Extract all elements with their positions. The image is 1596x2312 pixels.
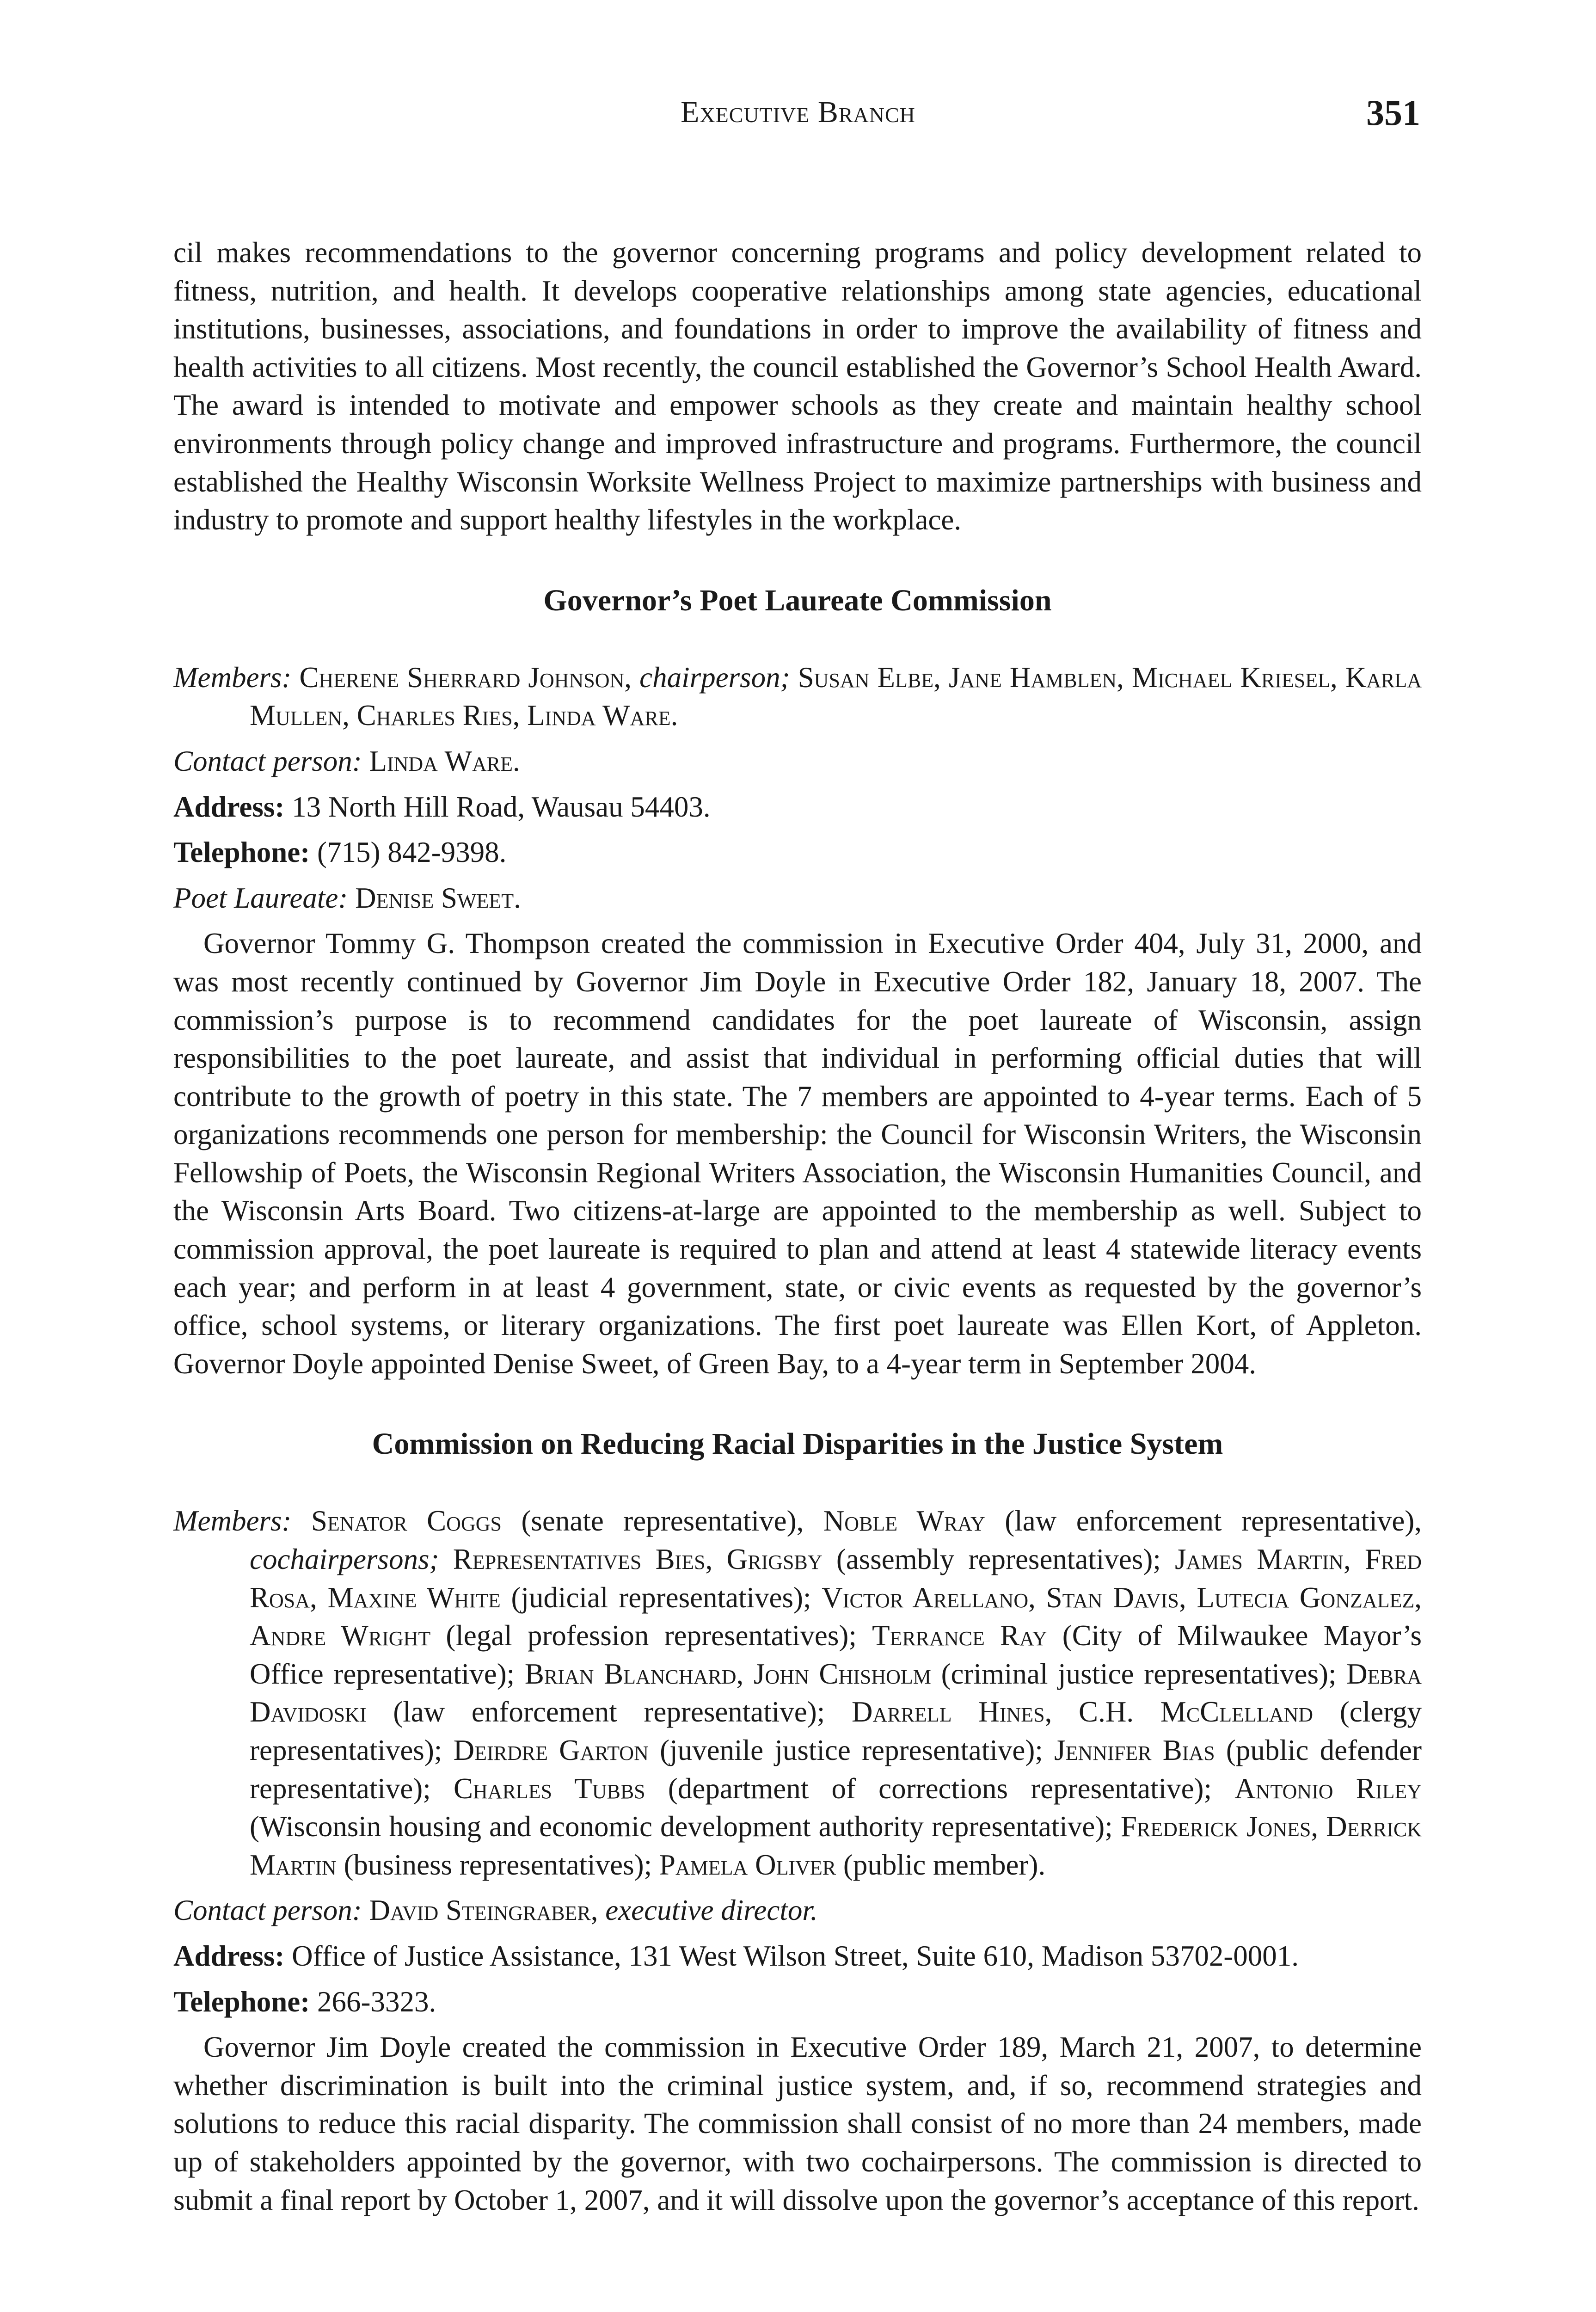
contact-label: Contact person: — [173, 744, 362, 777]
member-role: (Wisconsin housing and economic development authority representative); — [250, 1810, 1113, 1843]
member-role: (juvenile justice representative); — [660, 1734, 1043, 1766]
member-role: chairperson; — [639, 661, 790, 694]
member-role: (public defender representative); — [250, 1734, 1422, 1805]
member-name: Victor Arellano, Stan Davis, Lutecia Gonzalez, Andre Wright — [250, 1581, 1422, 1652]
member-name: Darrell Hines, C.H. McClelland — [851, 1696, 1314, 1728]
member-name: Senator Coggs — [311, 1505, 502, 1537]
address-value: Office of Justice Assistance, 131 West Wilson Street, Suite 610, Madison 53702-0001. — [292, 1939, 1299, 1972]
poet-members — [173, 658, 1422, 735]
racial-address — [173, 1937, 1422, 1975]
contact-label: Contact person: — [173, 1894, 362, 1927]
poet-laureate — [173, 879, 1422, 917]
address-label: Address: — [173, 1939, 285, 1972]
telephone-label: Telephone: — [173, 836, 310, 869]
member-name: Deirdre Garton — [453, 1734, 649, 1766]
contact-value: David Steingraber, — [369, 1894, 598, 1927]
member-role: (criminal justice representatives); — [941, 1657, 1337, 1690]
member-name: Brian Blanchard, John Chisholm — [524, 1657, 931, 1690]
poet-commission-heading: Governor’s Poet Laureate Commission — [543, 583, 1052, 617]
member-role: (judicial representatives); — [511, 1581, 811, 1614]
telephone-label: Telephone: — [173, 1985, 310, 2018]
racial-members — [173, 1502, 1422, 1884]
member-role: (public member). — [843, 1848, 1046, 1881]
member-name: Noble Wray — [823, 1505, 985, 1537]
member-role: (clergy representatives); — [250, 1696, 1422, 1766]
racial-commission-heading: Commission on Reducing Racial Disparities in the Justice System — [372, 1427, 1223, 1461]
members-label: Members: — [173, 661, 292, 694]
telephone-value: (715) 842-9398. — [317, 836, 507, 869]
address-label: Address: — [173, 790, 285, 823]
laureate-value: Denise Sweet. — [355, 881, 521, 914]
racial-description: Governor Jim Doyle created the commission in Executive Order 189, March 21, 2007, to determine whether discrimination is built into the criminal justice system, and, if so, recommend strategies and solutions to reduce this racial disparity. The commission shall consist of no more than 24 members, made up of stakeholders appointed by the governor, with two cochairpersons. The commission is directed to submit a final report by October 1, 2007, and it will dissolve upon the governor’s acceptance of this report. — [173, 2031, 1422, 2216]
member-role: (law enforcement representative), — [1005, 1505, 1422, 1537]
member-name: Antonio Riley — [1234, 1772, 1422, 1805]
poet-description: Governor Tommy G. Thompson created the commission in Executive Order 404, July 31, 2000, and was most recently continued by Governor Jim Doyle in Executive Order 182, January 18, 2007. The commission’s purpose is to recommend candidates for the poet laureate of Wisconsin, assign responsibilities to the poet laureate, and assist that individual in performing official duties that will contribute to the growth of poetry in this state. The 7 members are appointed to 4-year terms. Each of 5 organizations recommends one person for membership: the Council for Wisconsin Writers, the Wisconsin Fellowship of Poets, the Wisconsin Regional Writers Association, the Wisconsin Humanities Council, and the Wisconsin Arts Board. Two citizens-at-large are appointed to the membership as well. Subject to commission approval, the poet laureate is required to plan and attend at least 4 statewide literacy events each year; and perform in at least 4 government, state, or civic events as requested by the governor’s office, school systems, or literary organizations. The first poet laureate was Ellen Kort, of Appleton. Governor Doyle appointed Denise Sweet, of Green Bay, to a 4-year term in September 2004. — [173, 927, 1422, 1380]
member-role: (senate representative), — [521, 1505, 804, 1537]
member-name: Charles Tubbs — [454, 1772, 645, 1805]
cochair-label: cochairpersons; — [250, 1543, 439, 1576]
racial-telephone — [173, 1983, 1422, 2021]
member-name: Terrance Ray — [872, 1619, 1047, 1652]
member-name: Debra Davidoski — [250, 1657, 1422, 1728]
laureate-label: Poet Laureate: — [173, 881, 348, 914]
member-name: Jennifer Bias — [1054, 1734, 1215, 1766]
running-head — [0, 92, 1596, 146]
member-name: Representatives Bies, Grigsby — [453, 1543, 823, 1576]
intro-paragraph: cil makes recommendations to the governor concerning programs and policy development related to fitness, nutrition, and health. It develops cooperative relationships among state agencies, educational institutions, businesses, associations, and foundations in order to improve the availability of fitness and health activities to all citizens. Most recently, the council established the Governor’s School Health Award. The award is intended to motivate and empower schools as they create and maintain healthy school environments through policy change and improved infrastructure and programs. Furthermore, the council established the Healthy Wisconsin Worksite Wellness Project to maximize partnerships with business and industry to promote and support healthy lifestyles in the workplace. — [173, 236, 1422, 536]
member-name: Pamela Oliver — [659, 1848, 836, 1881]
member-role: (law enforcement representative); — [393, 1696, 825, 1728]
member-name: Cherene Sherrard Johnson, — [299, 661, 632, 694]
poet-address — [173, 788, 1422, 826]
address-value: 13 North Hill Road, Wausau 54403. — [292, 790, 711, 823]
member-name: Frederick Jones, Derrick Martin — [250, 1810, 1422, 1881]
running-head-title: Executive Branch — [681, 95, 915, 129]
page-number: 351 — [1366, 92, 1420, 133]
member-role: (City of Milwaukee Mayor’s Office representative); — [250, 1619, 1422, 1690]
poet-contact — [173, 742, 1422, 781]
contact-role: executive director. — [605, 1894, 818, 1927]
member-role: (assembly representatives); — [836, 1543, 1161, 1576]
members-label: Members: — [173, 1505, 292, 1537]
poet-telephone — [173, 833, 1422, 872]
racial-contact — [173, 1891, 1422, 1930]
member-name: James Martin, Fred Rosa, Maxine White — [250, 1543, 1422, 1614]
contact-value: Linda Ware. — [369, 744, 520, 777]
member-role: (department of corrections representative); — [668, 1772, 1212, 1805]
member-role: (legal profession representatives); — [446, 1619, 857, 1652]
member-name: Susan Elbe, Jane Hamblen, Michael Kriesel, Karla Mullen, Charles Ries, Linda Ware. — [250, 661, 1422, 732]
telephone-value: 266-3323. — [317, 1985, 436, 2018]
page-body — [173, 234, 1422, 2219]
member-role: (business representatives); — [344, 1848, 652, 1881]
